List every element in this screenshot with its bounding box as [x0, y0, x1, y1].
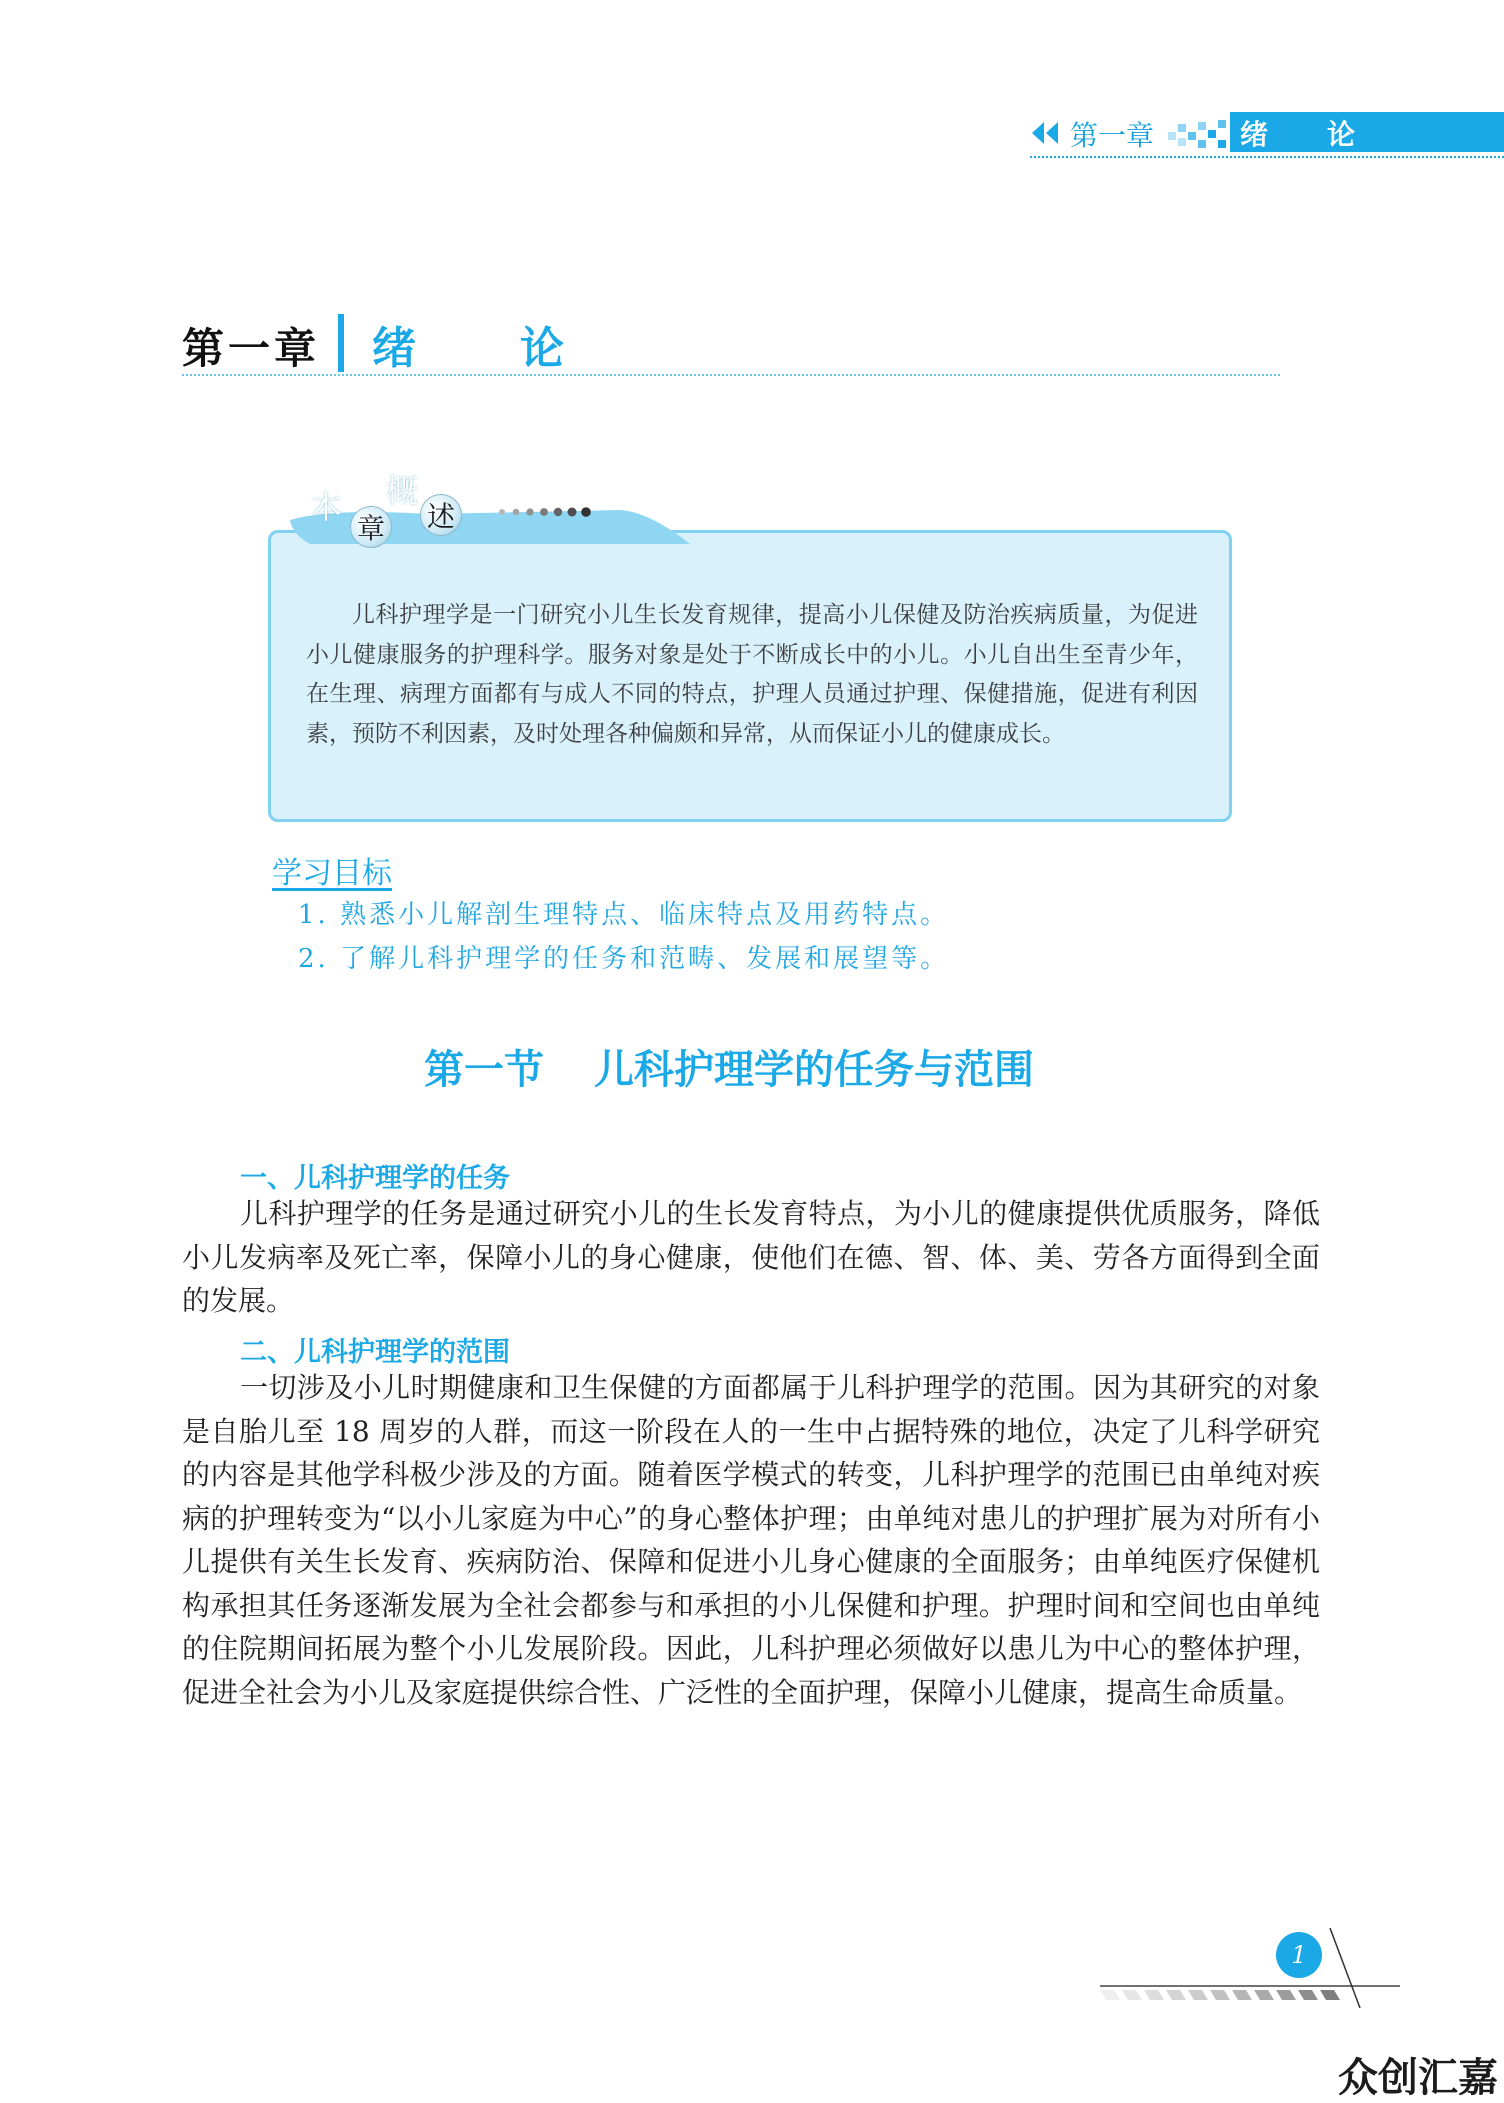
learning-goals-title: 学习目标 — [272, 856, 392, 891]
chapter-title-char-1: 绪 — [372, 323, 416, 374]
running-header-chapter: 第一章 — [1070, 119, 1155, 152]
chapter-divider-bar — [338, 314, 344, 372]
paragraph-task: 儿科护理学的任务是通过研究小儿的生长发育特点，为小儿的健康提供优质服务，降低小儿发病率及死亡率，保障小儿的身心健康，使他们在德、智、体、美、劳各方面得到全面的发展。 — [182, 1197, 1320, 1317]
subsection-heading-scope: 二、儿科护理学的范围 — [240, 1337, 510, 1368]
running-header — [1030, 108, 1504, 158]
chapter-number: 第一章 — [182, 324, 321, 373]
overview-char-zhang: 章 — [350, 506, 392, 548]
overview-char-shu: 述 — [420, 494, 462, 536]
subsection-heading-task: 一、儿科护理学的任务 — [240, 1163, 510, 1194]
watermark-text: 众创汇嘉 — [1338, 2055, 1498, 2101]
chapter-overview-label — [290, 472, 690, 550]
page-number: 1 — [1276, 1932, 1322, 1978]
chapter-title-char-2: 论 — [520, 323, 564, 374]
section-number: 第一节 — [424, 1047, 544, 1093]
section-name: 儿科护理学的任务与范围 — [594, 1047, 1034, 1093]
chapter-dotted-rule — [182, 374, 1280, 376]
pixel-blocks-decoration — [1166, 118, 1236, 152]
chapter-overview-text: 儿科护理学是一门研究小儿生长发育规律，提高小儿保健及防治疾病质量，为促进小儿健康服务的护理科学。服务对象是处于不断成长中的小儿。小儿自出生至青少年，在生理、病理方面都有与成人不同的特点，护理人员通过护理、保健措施，促进有利因素，预防不利因素，及时处理各种偏颇和异常，从而保证小儿的健康成长。 — [306, 602, 1198, 747]
section-title — [424, 1038, 1034, 1095]
double-left-arrow-icon — [1030, 120, 1060, 146]
learning-goal-item: 2. 了解儿科护理学的任务和范畴、发展和展望等。 — [298, 944, 950, 974]
overview-char-gai: 概 — [386, 472, 419, 510]
overview-char-ben: 本 — [310, 488, 343, 526]
paragraph-scope: 一切涉及小儿时期健康和卫生保健的方面都属于儿科护理学的范围。因为其研究的对象是自胎儿至 18 周岁的人群，而这一阶段在人的一生中占据特殊的地位，决定了儿科学研究的内容是其他学科极少涉及的方面。随着医学模式的转变，儿科护理学的范围已由单纯对疾病的护理转变为“以小儿家庭为中心”的身心整体护理；由单纯对患儿的护理扩展为对所有小儿提供有关生长发育、疾病防治、保障和促进小儿身心健康的全面服务；由单纯医疗保健机构承担其任务逐渐发展为全社会都参与和承担的小儿保健和护理。护理时间和空间也由单纯的住院期间拓展为整个小儿发展阶段。因此，儿科护理必须做好以患儿为中心的整体护理，促进全社会为小儿及家庭提供综合性、广泛性的全面护理，保障小儿健康，提高生命质量。 — [182, 1371, 1320, 1709]
chapter-title — [372, 312, 564, 376]
running-header-dotted-line — [1030, 156, 1504, 158]
running-header-title: 绪 论 — [1240, 118, 1357, 151]
overview-tab-ribbon — [290, 488, 690, 550]
learning-goal-item: 1. 熟悉小儿解剖生理特点、临床特点及用药特点。 — [298, 900, 950, 930]
